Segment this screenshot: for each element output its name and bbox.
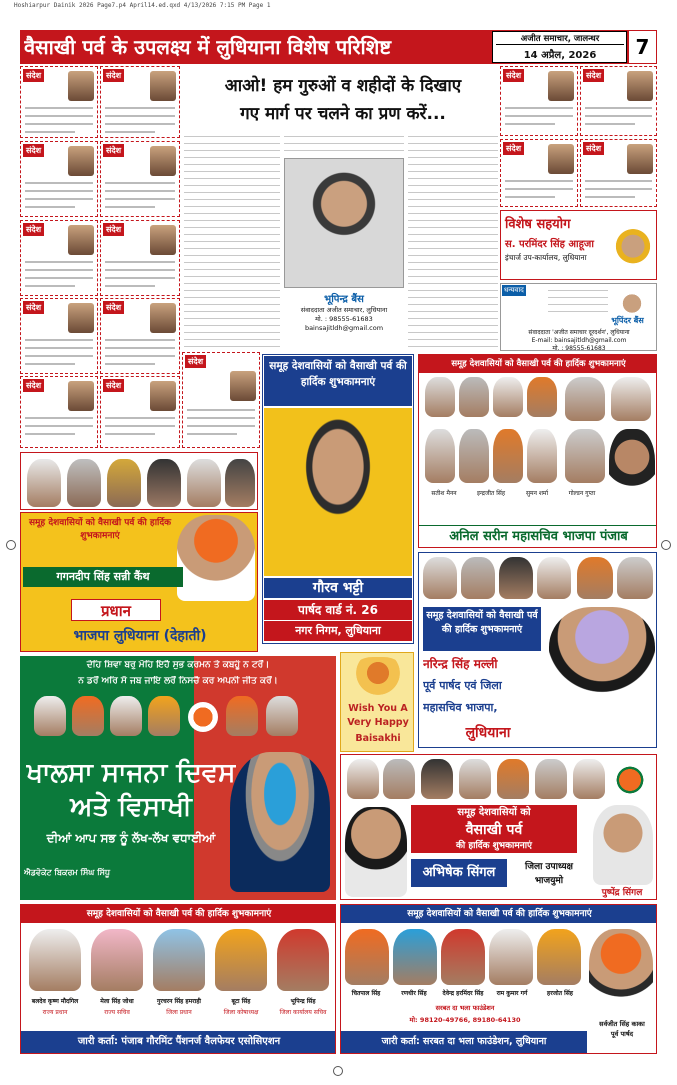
portrait	[537, 557, 571, 599]
sandesh-label: संदेश	[23, 69, 44, 82]
ad-khalsa-sajna	[20, 656, 336, 900]
portrait	[617, 557, 653, 599]
portrait	[147, 459, 181, 507]
caption: बलदेव कृष्ण मौदगिल	[31, 998, 79, 1005]
greeting-heading: समूह देशवासियों को वैसाखी पर्व की हार्दिक शुभकामनाएं	[264, 356, 412, 406]
portrait	[441, 929, 485, 985]
portrait	[153, 929, 205, 991]
portrait	[150, 381, 176, 411]
wish-line-1: Wish You A	[348, 703, 408, 714]
portrait	[150, 146, 176, 176]
special-support-name: स. परमिंदर सिंह आहूजा	[505, 239, 594, 250]
sandesh-box	[182, 352, 260, 448]
portrait	[565, 429, 605, 483]
portrait	[537, 929, 581, 985]
role-caption: जिला कोषाध्यक्ष	[223, 1009, 259, 1016]
sandesh-label: संदेश	[583, 69, 604, 82]
caption: हरजोत सिंह	[547, 990, 573, 997]
ad-sarbat-foundation	[340, 904, 657, 1054]
caption: सतीश मैनन	[431, 490, 457, 497]
caption: देवेन्द्र हरमिंदर सिंह	[442, 990, 484, 997]
sandesh-label: संदेश	[103, 379, 124, 392]
councillor-name: गौरव भट्टी	[264, 578, 412, 598]
portrait	[91, 929, 143, 991]
sandesh-label: संदेश	[103, 301, 124, 314]
ad-heading: समूह देशवासियों को वैसाखी पर्व की हार्दिक शुभकामनाएं	[21, 905, 336, 923]
ad-abhishek-singal	[340, 754, 657, 900]
gurbani-line-1: ਦੇਹਿ ਸ਼ਿਵਾ ਬਰੁ ਮੋਹਿ ਇਹੈ ਸੁਭ ਕਰਮਨ ਤੇ ਕਬਹੂੰ ਨ ਟਰੋਂ।	[86, 660, 270, 670]
portrait	[573, 759, 605, 799]
candidate-name: नरिन्द्र सिंह मल्ली	[423, 657, 498, 671]
caption: गोल्डन गुप्ता	[568, 490, 596, 497]
sandesh-label: संदेश	[23, 301, 44, 314]
portrait	[527, 429, 557, 483]
portrait	[68, 225, 94, 255]
portrait	[345, 929, 389, 985]
portrait	[68, 71, 94, 101]
councillor-municipality: नगर निगम, लुधियाना	[264, 621, 412, 641]
portrait	[347, 759, 379, 799]
candidate-photo	[177, 515, 255, 601]
sandesh-label: संदेश	[103, 69, 124, 82]
sandesh-box	[20, 66, 98, 138]
ad-heading-1: समूह देशवासियों को	[411, 805, 577, 821]
sandesh-label: संदेश	[23, 144, 44, 157]
caption: राम कुमार गर्ग	[496, 990, 528, 997]
headline-line1: आओ! हम गुरुओं व शहीदों के दिखाए	[224, 76, 462, 96]
portrait	[425, 377, 455, 417]
portrait	[548, 144, 574, 174]
sandesh-box	[100, 376, 180, 448]
editor-phone: मो. : 98555-61683	[315, 315, 373, 323]
candidate-city: लुधियाना	[465, 725, 511, 741]
portrait	[68, 146, 94, 176]
portrait	[493, 377, 523, 417]
print-meta-line: Hoshiarpur Dainik 2026 Page7.p4 April14.ed.qxd 4/13/2026 7:15 PM Page 1	[14, 2, 271, 9]
portrait	[421, 759, 453, 799]
sandesh-label: संदेश	[503, 142, 524, 155]
ad-footer: अनिल सरीन महासचिव भाजपा पंजाब	[419, 525, 657, 547]
portrait	[150, 71, 176, 101]
role-caption: राज्य प्रधान	[42, 1009, 68, 1016]
page-number: 7	[629, 31, 656, 63]
editor-name: भूपिन्द्र बैंस	[324, 294, 364, 305]
special-support-designation: इंचार्ज उप-कार्यालय, लुधियाना	[505, 253, 587, 262]
portrait	[535, 759, 567, 799]
main-portrait	[589, 929, 653, 1017]
sandesh-label: संदेश	[503, 69, 524, 82]
registration-mark-icon	[661, 540, 671, 550]
portrait	[527, 377, 557, 417]
portrait	[187, 459, 221, 507]
main-portrait	[549, 607, 655, 707]
sandesh-box	[20, 298, 98, 374]
thanks-text	[548, 286, 608, 312]
thanks-email: E-mail: bainsajitldh@gmail.com	[531, 337, 627, 344]
thanks-photo	[612, 287, 652, 317]
edition-date: 14 अप्रैल, 2026	[523, 50, 597, 61]
portrait	[266, 696, 298, 736]
sandesh-label: संदेश	[23, 379, 44, 392]
candidate-name: गगनदीप सिंह सन्नी कैंथ	[23, 567, 183, 587]
councillor-photo	[264, 408, 412, 576]
portrait	[611, 377, 651, 421]
portrait	[627, 71, 653, 101]
foundation-note: सरबत दा भला फाउंडेशन	[435, 1004, 495, 1012]
sandesh-label: संदेश	[583, 142, 604, 155]
portrait	[565, 377, 605, 421]
main-portrait	[345, 807, 407, 897]
portrait	[459, 377, 489, 417]
caption: मेला सिंह जोधा	[100, 998, 134, 1005]
portrait	[383, 759, 415, 799]
sandesh-box	[100, 220, 180, 296]
ad-wishes-line: ਦੀਆਂ ਆਪ ਸਭ ਨੂੰ ਲੱਖ-ਲੱਖ ਵਧਾਈਆਂ	[46, 831, 216, 845]
sandesh-box	[580, 139, 657, 207]
ad-heading: समूह देशवासियों को वैसाखी पर्व की हार्दिक शुभकामनाएं	[419, 355, 657, 373]
portrait	[461, 557, 495, 599]
sandesh-box	[100, 66, 180, 138]
thanks-name: भूपिंदर बैंस	[611, 316, 644, 325]
caption: सुमन शर्मा	[525, 490, 549, 497]
foundation-phone: मो: 98120-49766, 89180-64130	[409, 1016, 521, 1024]
caption: इन्द्रजीत सिंह	[476, 490, 506, 497]
article-column	[284, 132, 404, 154]
portrait	[577, 557, 613, 599]
portrait	[67, 459, 101, 507]
page-title: वैसाखी पर्व के उपलक्ष्य में लुधियाना विशेष परिशिष्ट	[24, 35, 392, 59]
ad-narinder-malli	[418, 552, 657, 748]
portrait	[225, 459, 255, 507]
right-caption: सर्वजीत सिंह काका	[599, 1020, 645, 1028]
secondary-portrait	[593, 805, 653, 885]
sandesh-box	[20, 376, 98, 448]
candidate-role: प्रधान	[71, 599, 161, 621]
sandesh-label: संदेश	[103, 144, 124, 157]
secondary-caption: पुष्पेंद्र सिंगल	[601, 888, 643, 898]
registration-mark-icon	[333, 1066, 343, 1076]
role-caption: राज्य सचिव	[104, 1009, 130, 1016]
leaders-strip	[20, 452, 258, 510]
candidate-role: पूर्व पार्षद एवं जिला	[423, 679, 502, 692]
portrait	[425, 429, 455, 483]
ad-heading: समूह देशवासियों को वैसाखी पर्व की हार्दिक शुभकामनाएं	[341, 905, 657, 923]
sandesh-label: संदेश	[103, 223, 124, 236]
editor-designation: संवाददाता अजीत समाचार, लुधियाना	[300, 306, 388, 314]
portrait	[148, 696, 180, 736]
portrait	[68, 381, 94, 411]
candidate-role-2: महासचिव भाजपा,	[423, 701, 498, 714]
right-role: पूर्व पार्षद	[610, 1030, 634, 1038]
registration-mark-icon	[6, 540, 16, 550]
sandesh-box	[580, 66, 657, 136]
sandesh-label: संदेश	[185, 355, 206, 368]
portrait	[230, 371, 256, 401]
special-support-title: विशेष सहयोग	[505, 217, 571, 232]
portrait	[27, 459, 61, 507]
ad-title-1: ਖਾਲਸਾ ਸਾਜਨਾ ਦਿਵਸ	[26, 758, 236, 788]
bjp-logo-icon	[613, 763, 647, 797]
article-column	[184, 132, 280, 348]
ad-pensioners-association	[20, 904, 336, 1054]
ad-heading-3: की हार्दिक शुभकामनाएं	[411, 839, 577, 853]
caption: रणधीर सिंह	[401, 990, 427, 997]
sandesh-box	[500, 139, 578, 207]
portrait	[493, 429, 523, 483]
ad-heading: समूह देशवासियों को वैसाखी पर्व की हार्दिक शुभकामनाएं	[423, 607, 541, 651]
sandesh-box	[100, 298, 180, 374]
portrait	[226, 696, 258, 736]
ad-title-2: ਅਤੇ ਵਿਸਾਖੀ	[70, 792, 192, 822]
portrait	[459, 759, 491, 799]
sandesh-box	[500, 66, 578, 136]
article-column	[408, 132, 498, 348]
thanks-designation: संवाददाता 'अजीत समाचार दूरदर्शन', लुधियाना	[528, 329, 630, 336]
portrait	[277, 929, 329, 991]
main-portrait	[230, 752, 330, 892]
ad-heading-2: वैसाखी पर्व	[411, 821, 577, 839]
main-portrait	[609, 429, 655, 509]
role-caption: जिला कार्यालय सचिव	[279, 1009, 327, 1016]
paper-name: अजीत समाचार, जालन्धर	[496, 33, 624, 45]
portrait	[110, 696, 142, 736]
sandesh-label: संदेश	[23, 223, 44, 236]
editor-email: bainsajitldh@gmail.com	[304, 324, 384, 332]
candidate-org: भाजपा लुधियाना (देहाती)	[73, 628, 207, 644]
wish-line-2: Very Happy	[347, 717, 409, 728]
portrait	[393, 929, 437, 985]
portrait	[107, 459, 141, 507]
portrait	[489, 929, 533, 985]
caption: गुरचरन सिंह हमराही	[157, 998, 201, 1005]
portrait	[68, 303, 94, 333]
portrait	[215, 929, 267, 991]
portrait	[627, 144, 653, 174]
ad-heading: समूह देशवासियों को वैसाखी पर्व की हार्दिक शुभकामनाएं	[28, 518, 172, 541]
editor-photo	[284, 158, 404, 288]
candidate-role: जिला उपाध्यक्ष	[524, 862, 573, 872]
ad-footer: जारी कर्ता: सरबत दा भला फाउंडेशन, लुधियाना	[341, 1031, 587, 1053]
portrait	[423, 557, 457, 599]
portrait	[548, 71, 574, 101]
special-support-photo	[612, 215, 654, 267]
candidate-name: अभिषेक सिंगल	[411, 859, 507, 887]
gurbani-line-2: ਨ ਡਰੋਂ ਅਰਿ ਸੋ ਜਬ ਜਾਇ ਲਰੋਂ ਨਿਸਚੈ ਕਰ ਅਪਨੀ ਜੀਤ ਕਰੋਂ।	[78, 676, 278, 686]
councillor-ward: पार्षद वार्ड नं. 26	[264, 600, 412, 620]
portrait	[459, 429, 489, 483]
portrait	[34, 696, 66, 736]
caption: बूटा सिंह	[231, 998, 251, 1005]
portrait	[150, 303, 176, 333]
thanks-phone: मो. : 98555-61683	[552, 345, 606, 352]
wish-line-3: Baisakhi	[355, 733, 401, 744]
caption: चितपाल सिंह	[351, 990, 381, 997]
ad-gagandeep	[20, 512, 258, 652]
headline-line2: गए मार्ग पर चलने का प्रण करें...	[240, 104, 446, 124]
ad-wish-baisakhi	[340, 652, 414, 752]
portrait	[497, 759, 529, 799]
role-caption: जिला प्रधान	[166, 1009, 192, 1016]
portrait	[72, 696, 104, 736]
bjp-logo-icon	[188, 702, 218, 732]
ad-anil-sarin	[418, 354, 657, 548]
sandesh-box	[100, 141, 180, 217]
ad-footer: जारी कर्ता: पंजाब गौरमिंट पैंशनर्ज वैलफेयर एसोसिएशन	[21, 1031, 336, 1053]
thanks-tag: धन्यवाद	[504, 286, 524, 294]
portrait	[499, 557, 533, 599]
dancer-illustration-icon	[351, 657, 405, 697]
caption: भूपिन्द्र सिंह	[290, 998, 316, 1005]
portrait	[150, 225, 176, 255]
sandesh-box	[20, 220, 98, 296]
ad-issuer: ਐਡਵੋਕੇਟ ਬਿਕਰਮ ਸਿੰਘ ਸਿੱਧੂ	[24, 868, 111, 877]
portrait	[29, 929, 81, 991]
candidate-role-2: भाजयुमो	[534, 876, 564, 886]
sandesh-box	[20, 141, 98, 217]
